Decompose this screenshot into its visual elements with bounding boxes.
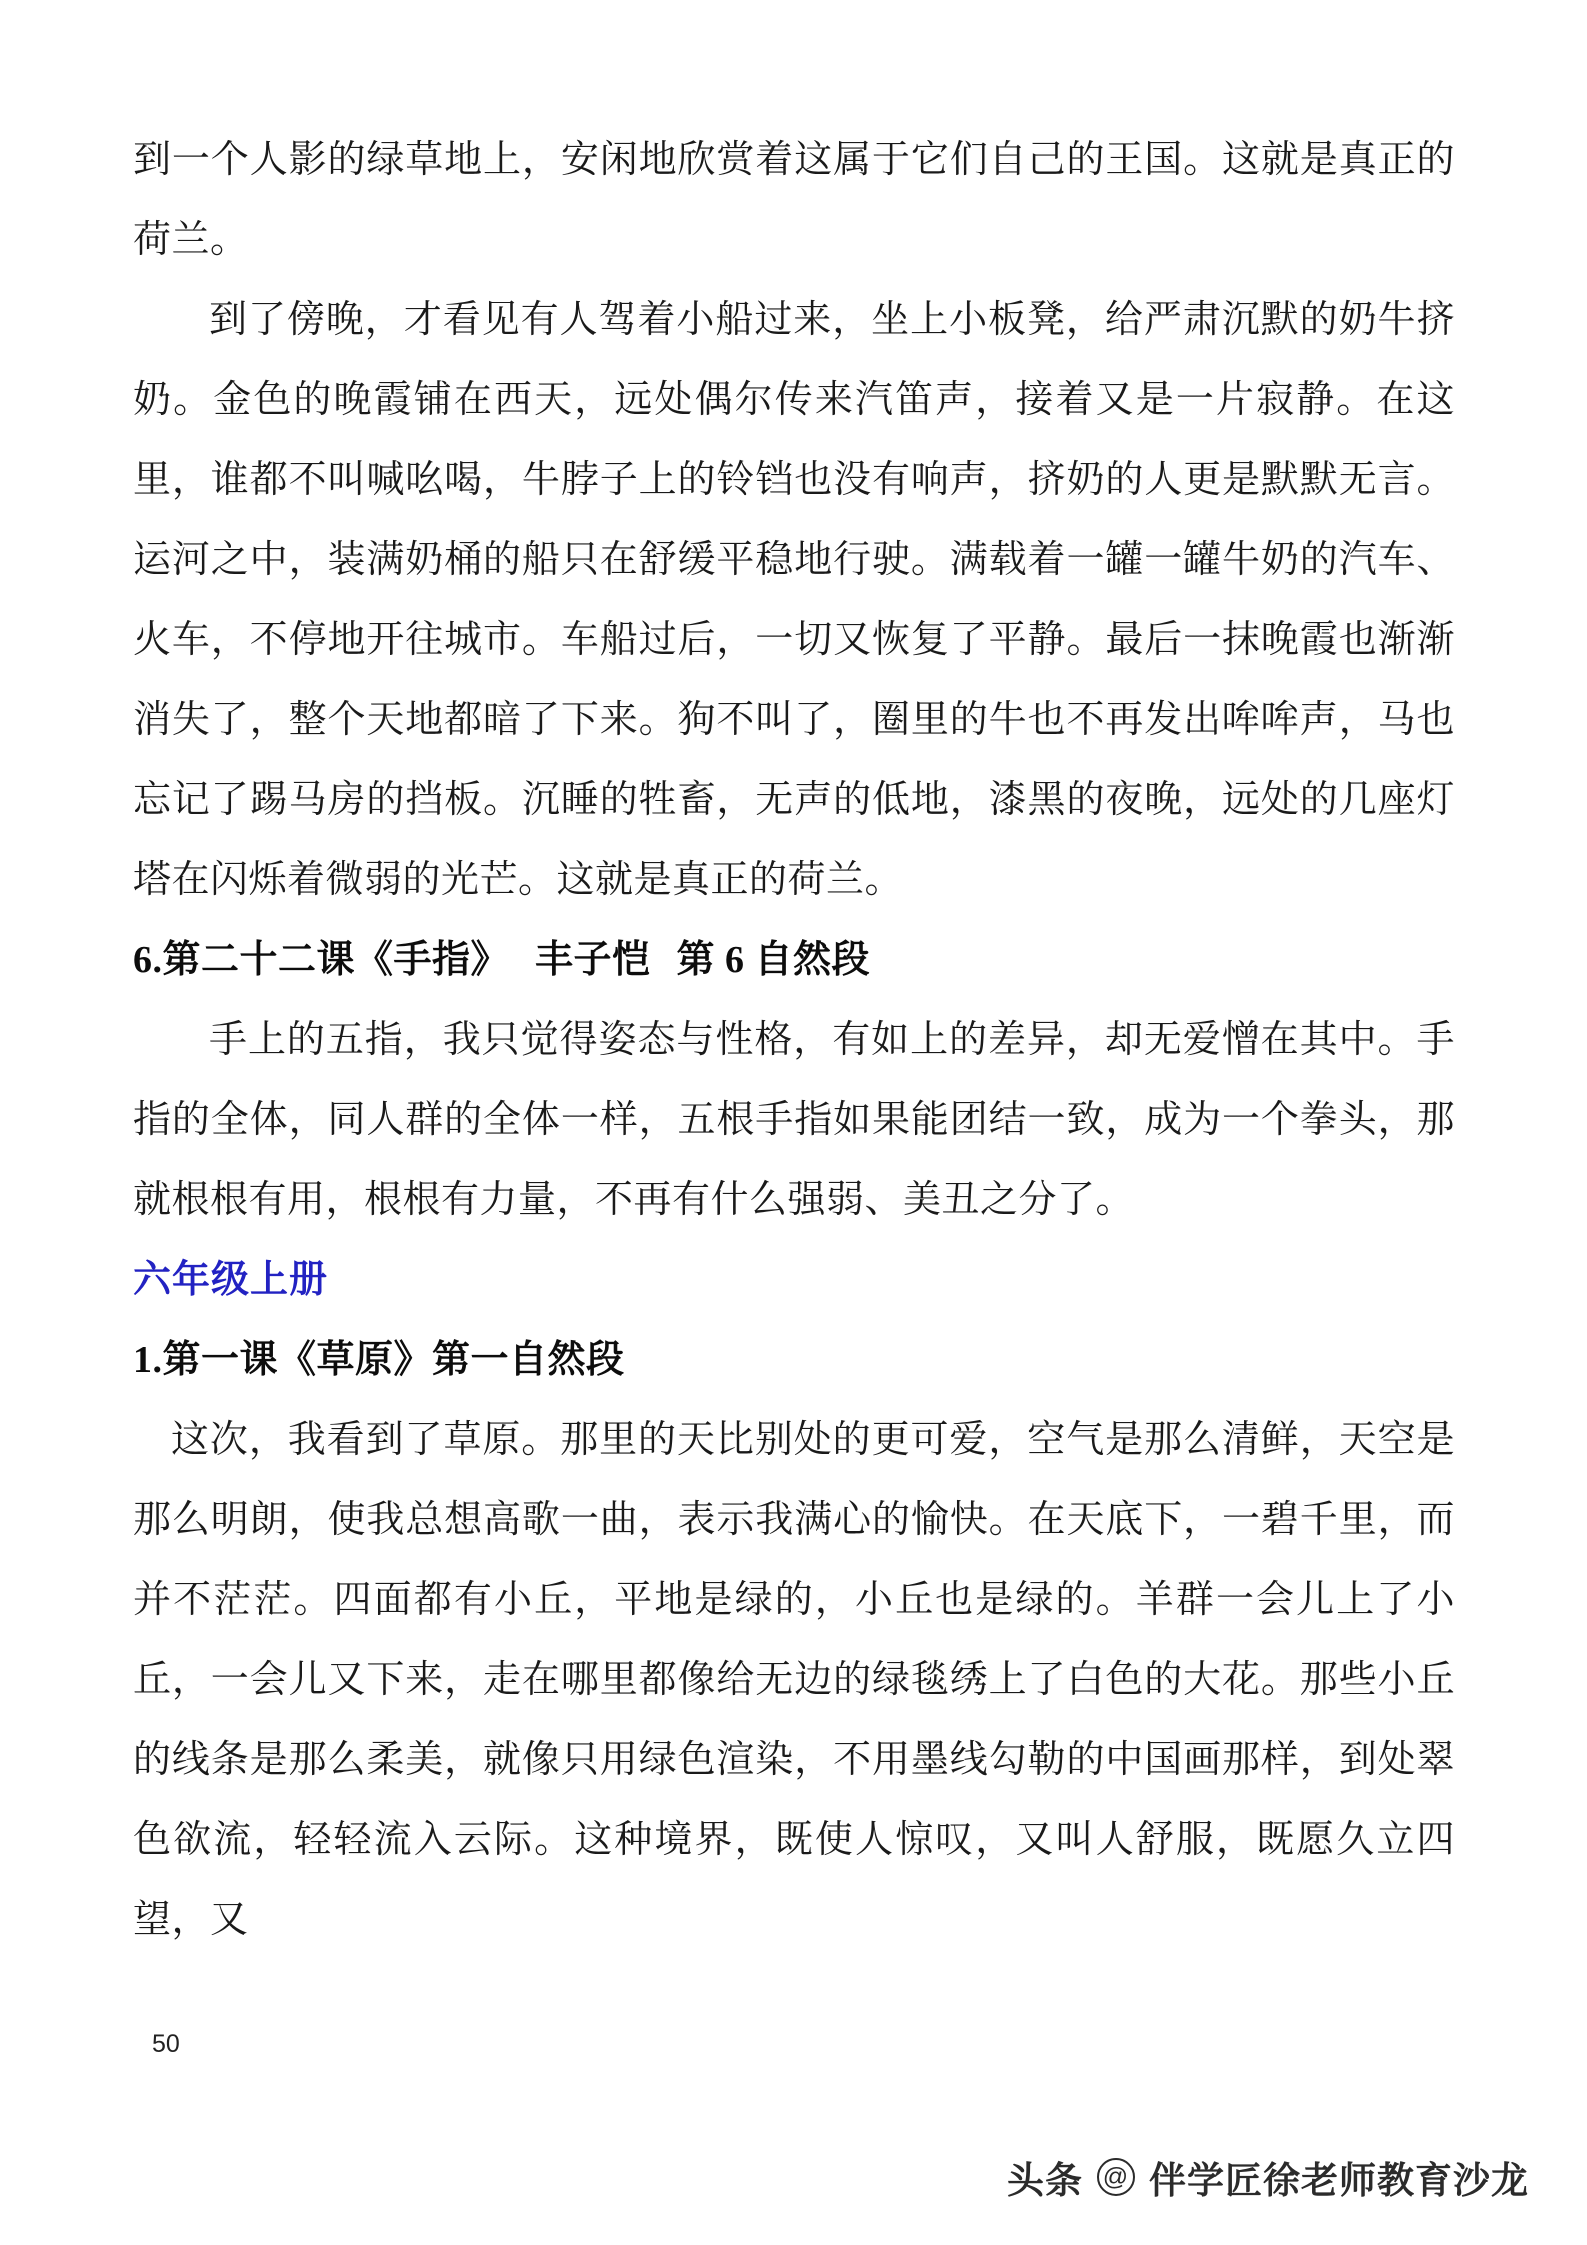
heading-6-number: 6. (133, 939, 163, 981)
watermark-brand: 头条 (1007, 2160, 1083, 2201)
heading-lesson-1 (133, 1320, 1455, 1400)
paragraph-grassland: 这次，我看到了草原。那里的天比别处的更可爱，空气是那么清鲜，天空是那么明朗，使我总想高歌一曲，表示我满心的愉快。在天底下，一碧千里，而并不茫茫。四面都有小丘，平地是绿的，小丘也是绿的。羊群一会儿上了小丘，一会儿又下来，走在哪里都像给无边的绿毯绣上了白色的大花。那些小丘的线条是那么柔美，就像只用绿色渲染，不用墨线勾勒的中国画那样，到处翠色欲流，轻轻流入云际。这种境界，既使人惊叹，又叫人舒服，既愿久立四望，又 (133, 1419, 1455, 1941)
at-symbol-icon: @ (1097, 2158, 1135, 2196)
watermark (1007, 2150, 1529, 2204)
heading-1-number: 1. (133, 1339, 163, 1381)
heading-6-section: 第 6 自然段 (676, 939, 871, 981)
grade-heading-grade6-vol1: 六年级上册 (133, 1259, 329, 1301)
heading-6-author: 丰子恺 (535, 939, 651, 981)
heading-1-lesson: 第一课《草原》 (162, 1339, 433, 1381)
page-content (133, 120, 1455, 1960)
page-number: 50 (152, 2030, 180, 2058)
heading-lesson-22 (133, 920, 1455, 1000)
watermark-account: 伴学匠徐老师教育沙龙 (1149, 2160, 1529, 2201)
heading-6-lesson: 第二十二课《手指》 (162, 939, 510, 981)
paragraph-evening-holland: 到了傍晚，才看见有人驾着小船过来，坐上小板凳，给严肃沉默的奶牛挤奶。金色的晚霞铺在西天，远处偶尔传来汽笛声，接着又是一片寂静。在这里，谁都不叫喊吆喝，牛脖子上的铃铛也没有响声，挤奶的人更是默默无言。运河之中，装满奶桶的船只在舒缓平稳地行驶。满载着一罐一罐牛奶的汽车、火车，不停地开往城市。车船过后，一切又恢复了平静。最后一抹晚霞也渐渐消失了，整个天地都暗了下来。狗不叫了，圈里的牛也不再发出哞哞声，马也忘记了踢马房的挡板。沉睡的牲畜，无声的低地，漆黑的夜晚，远处的几座灯塔在闪烁着微弱的光芒。这就是真正的荷兰。 (133, 299, 1455, 901)
heading-1-section: 第一自然段 (432, 1339, 625, 1381)
paragraph-five-fingers: 手上的五指，我只觉得姿态与性格，有如上的差异，却无爱憎在其中。手指的全体，同人群的全体一样，五根手指如果能团结一致，成为一个拳头，那就根根有用，根根有力量，不再有什么强弱、美丑之分了。 (133, 1019, 1455, 1221)
paragraph-continuation: 到一个人影的绿草地上，安闲地欣赏着这属于它们自己的王国。这就是真正的荷兰。 (133, 139, 1455, 261)
